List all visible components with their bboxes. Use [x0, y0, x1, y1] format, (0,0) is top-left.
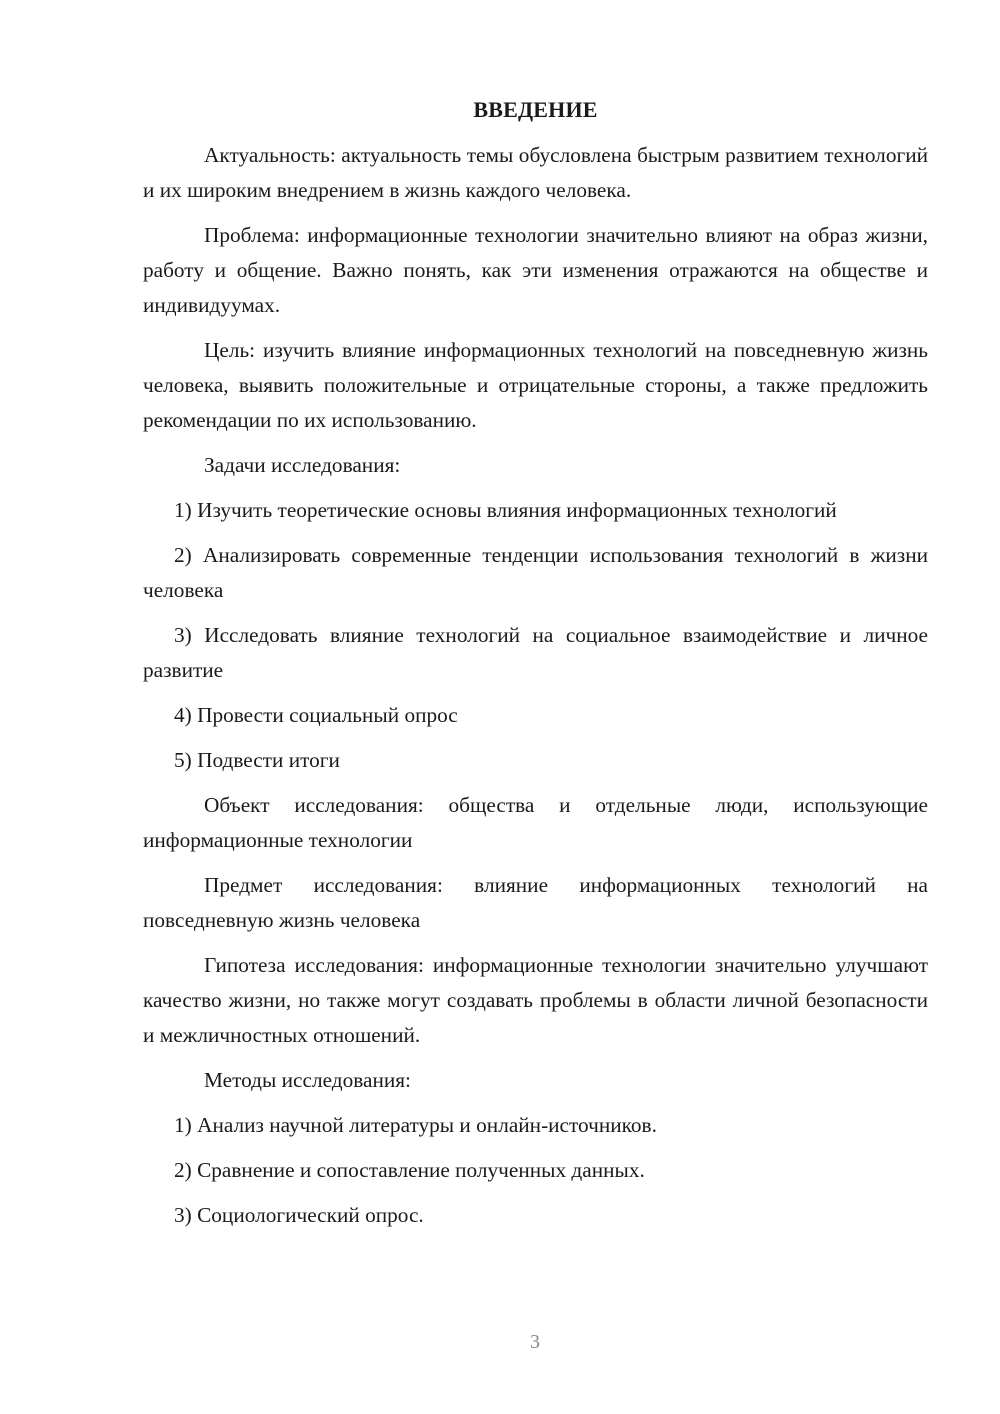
paragraph-problem: Проблема: информационные технологии значительно влияют на образ жизни, работу и общение. Важно понять, как эти изменения отражаются на обществе и индивидуумах. [143, 223, 928, 317]
methods-heading: Методы исследования: [204, 1068, 411, 1092]
task-item-5: 5) Подвести итоги [174, 748, 340, 772]
task-item-1: 1) Изучить теоретические основы влияния информационных технологий [174, 498, 837, 522]
paragraph-relevance: Актуальность: актуальность темы обусловлена быстрым развитием технологий и их широким внедрением в жизнь каждого человека. [143, 143, 928, 202]
method-item-1: 1) Анализ научной литературы и онлайн-источников. [174, 1113, 657, 1137]
task-item-4: 4) Провести социальный опрос [174, 703, 458, 727]
task-item-3: 3) Исследовать влияние технологий на социальное взаимодействие и личное развитие [143, 623, 928, 682]
method-item-2: 2) Сравнение и сопоставление полученных данных. [174, 1158, 645, 1182]
paragraph-object: Объект исследования: общества и отдельные люди, использующие информационные технологии [143, 793, 928, 852]
section-title: ВВЕДЕНИЕ [473, 97, 598, 122]
paragraph-goal: Цель: изучить влияние информационных технологий на повседневную жизнь человека, выявить положительные и отрицательные стороны, а также предложить рекомендации по их использованию. [143, 338, 928, 432]
task-item-2: 2) Анализировать современные тенденции использования технологий в жизни человека [143, 543, 928, 602]
paragraph-hypothesis: Гипотеза исследования: информационные технологии значительно улучшают качество жизни, но также могут создавать проблемы в области личной безопасности и межличностных отношений. [143, 953, 928, 1047]
page-number: 3 [530, 1331, 540, 1353]
tasks-heading: Задачи исследования: [204, 453, 401, 477]
paragraph-subject: Предмет исследования: влияние информационных технологий на повседневную жизнь человека [143, 873, 928, 932]
document-page [143, 94, 928, 1243]
method-item-3: 3) Социологический опрос. [174, 1203, 424, 1227]
